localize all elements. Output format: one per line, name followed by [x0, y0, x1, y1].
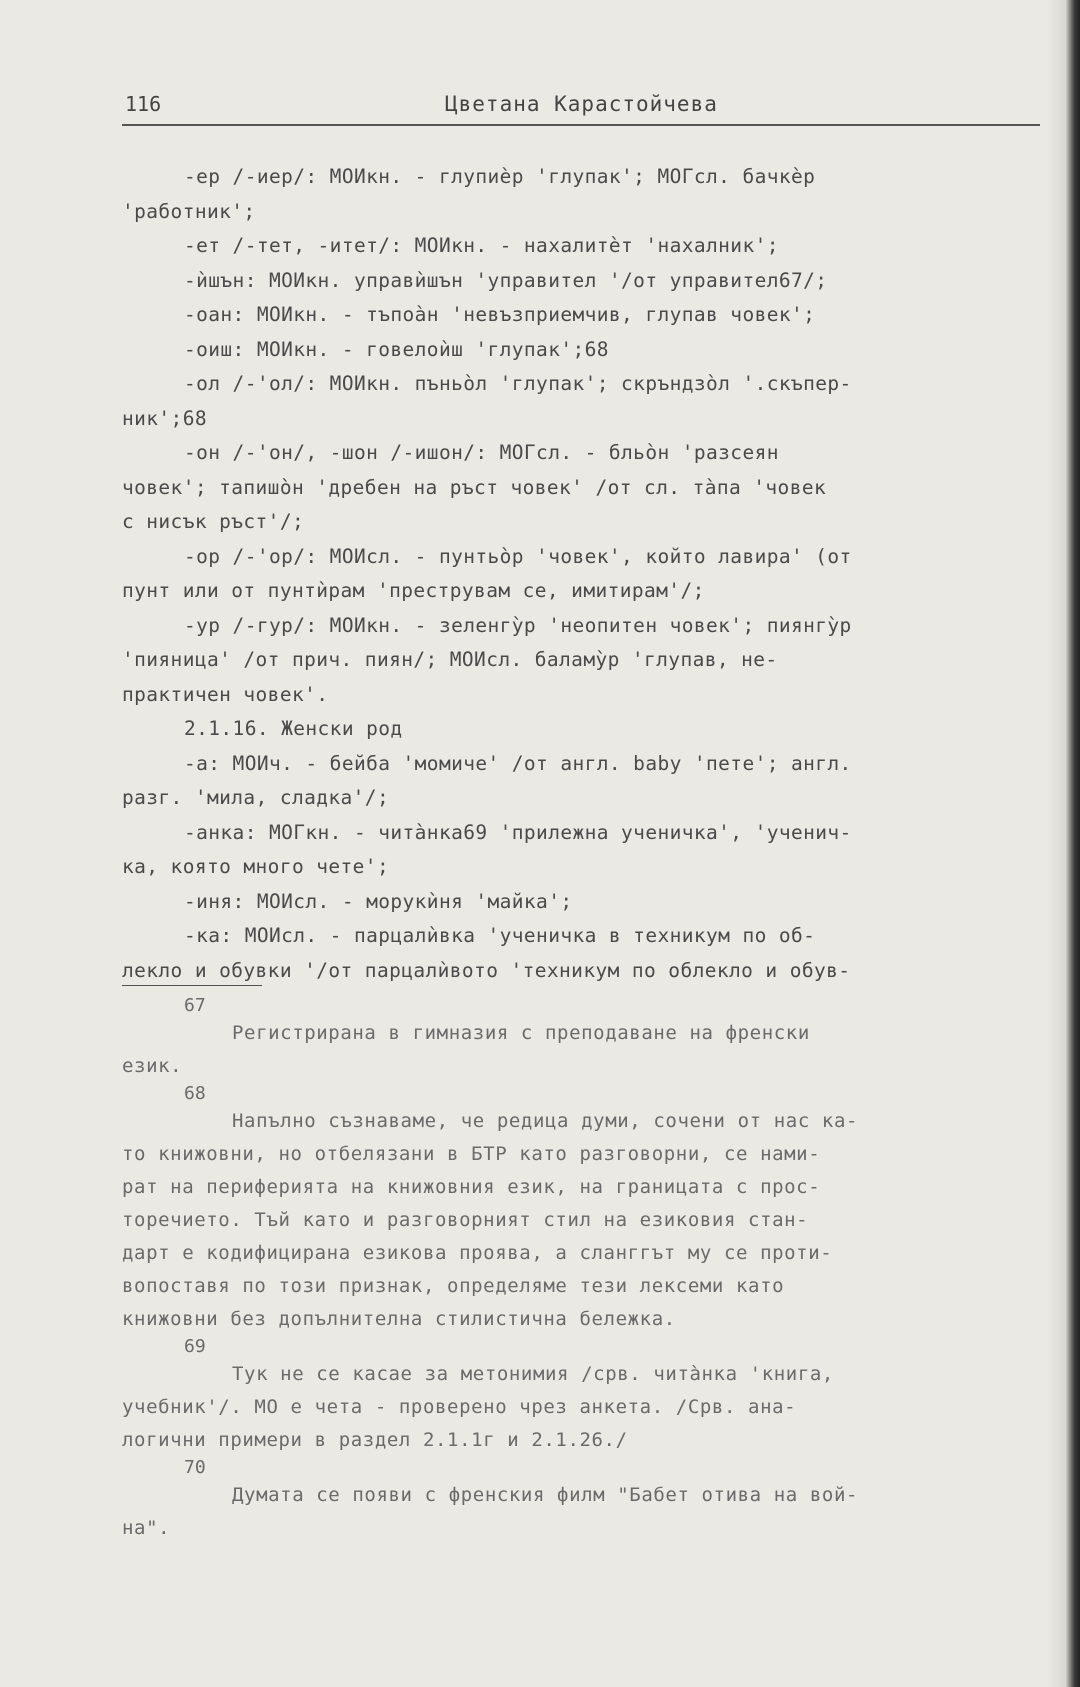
running-title: Цветана Карастойчева: [445, 92, 718, 116]
footnote-line: Тук не се касае за метонимия /срв. читàнка 'книга,: [232, 1363, 834, 1385]
text-line: практичен човек'.: [122, 682, 329, 706]
text-line: -он /-'он/, -шон /-ишон/: МОГсл. - бльòн 'разсеян: [184, 441, 779, 464]
footnote-line: книжовни без допълнителна стилистична бележка.: [122, 1308, 676, 1330]
footnote-number: 68: [184, 1083, 206, 1104]
footnote: [122, 995, 1052, 1083]
text-line: 2.1.16. Женски род: [184, 717, 403, 740]
text-line: ник';68: [122, 406, 207, 430]
text-line: -иня: МОИсл. - морукѝня 'майка';: [184, 889, 573, 913]
page-number: 116: [125, 92, 162, 116]
footnote-line: торечието. Тъй като и разговорният стил на езиковия стан-: [122, 1209, 809, 1231]
footnote-line: Напълно съзнаваме, че редица думи, сочени от нас ка-: [232, 1110, 859, 1132]
footnote-line: рат на периферията на книжовния език, на границата с прос-: [122, 1176, 821, 1198]
footnote-line: език.: [122, 1055, 183, 1077]
body-text: [122, 160, 1052, 988]
text-line: пунт или от пунтѝрам 'преструвам се, имитирам'/;: [122, 579, 705, 602]
text-line: -анка: МОГкн. - читàнка69 'прилежна ученичка', 'ученич-: [184, 820, 852, 844]
footnote-line: Думата се появи с френския филм "Бабет отива на вой-: [232, 1484, 859, 1506]
text-line: човек'; тапишòн 'дребен на ръст човек' /от сл. тàпа 'човек: [122, 475, 827, 499]
footnote-rule: [122, 985, 262, 986]
footnote: [122, 1336, 1052, 1457]
text-line: -а: МОИч. - бейба 'момиче' /от англ. baby 'пете'; англ.: [184, 751, 852, 775]
footnote: [122, 1083, 1052, 1336]
text-line: -оиш: МОИкн. - говелоѝш 'глупак';68: [184, 337, 609, 361]
text-line: -ол /-'ол/: МОИкн. пъньòл 'глупак'; скръндзòл '.скъпер-: [184, 372, 852, 395]
header-rule: [122, 124, 1040, 126]
footnote-line: на".: [122, 1517, 171, 1539]
text-line: -ур /-гур/: МОИкн. - зеленгỳр 'неопитен човек'; пиянгỳр: [184, 613, 852, 637]
footnote-line: вопоставя по този признак, определяме тези лексеми като: [122, 1275, 785, 1297]
footnote-line: Регистрирана в гимназия с преподаване на френски: [232, 1022, 810, 1044]
text-line: 'работник';: [122, 199, 256, 223]
footnote-line: дарт е кодифицирана езикова проява, а сланггът му се проти-: [122, 1242, 833, 1264]
footnote-line: учебник'/. МО е чета - проверено чрез анкета. /Срв. ана-: [122, 1396, 797, 1418]
footnote-number: 67: [184, 995, 206, 1016]
footnotes: [122, 995, 1052, 1545]
footnote-number: 69: [184, 1336, 206, 1357]
footnote: [122, 1457, 1052, 1545]
text-line: -ка: МОИсл. - парцалѝвка 'ученичка в техникум по об-: [184, 924, 816, 947]
footnote-line: логични примери в раздел 2.1.1г и 2.1.26./: [122, 1429, 628, 1451]
text-line: 'пияница' /от прич. пиян/; МОИсл. баламỳр 'глупав, не-: [122, 648, 778, 671]
text-line: -ѝшън: МОИкн. управѝшън 'управител '/от управител67/;: [184, 268, 828, 292]
text-line: -ер /-иер/: МОИкн. - глупиèр 'глупак'; МОГсл. бачкèр: [184, 165, 816, 188]
text-line: -ор /-'ор/: МОИсл. - пунтьòр 'човек', който лавира' (от: [184, 544, 852, 568]
footnote-number: 70: [184, 1457, 206, 1478]
page-header: [125, 92, 1040, 126]
text-line: лекло и обувки '/от парцалѝвото 'техникум по облекло и обув-: [122, 958, 851, 982]
text-line: с нисък ръст'/;: [122, 510, 305, 533]
text-line: -оан: МОИкн. - тъпоàн 'невъзприемчив, глупав човек';: [184, 303, 816, 326]
text-line: ка, която много чете';: [122, 855, 390, 878]
footnote-line: то книжовни, но отбелязани в БТР като разговорни, се нами-: [122, 1143, 821, 1165]
text-line: -ет /-тет, -итет/: МОИкн. - нахалитèт 'нахалник';: [184, 234, 779, 257]
page-edge: [1066, 0, 1080, 1687]
text-line: разг. 'мила, сладка'/;: [122, 786, 390, 809]
